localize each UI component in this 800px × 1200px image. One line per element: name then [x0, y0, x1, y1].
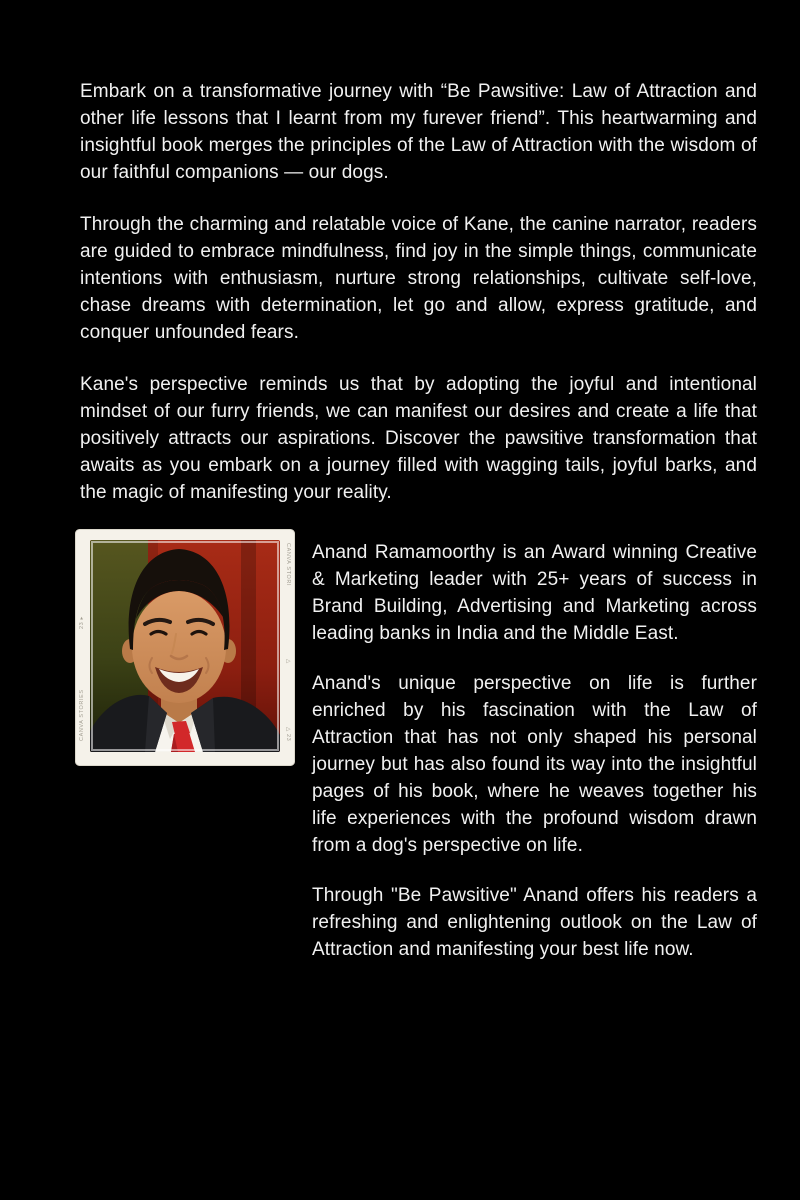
- film-mark-index-right: △ 23: [285, 727, 291, 742]
- synopsis-paragraph-2: Through the charming and relatable voice of Kane, the canine narrator, readers are guided to embrace mindfulness, find joy in the simple things, communicate intentions with enthusiasm, nurture strong relationships, cultivate self-love, chase dreams with determination, let go and allow, express gratitude, and conquer unfounded fears.: [80, 214, 757, 343]
- bio-paragraph-3: Through "Be Pawsitive" Anand offers his readers a refreshing and enlightening outlook on the Law of Attraction and manifesting your best life now.: [312, 885, 757, 960]
- film-mark-triangle-right: △: [285, 659, 291, 664]
- synopsis-paragraph-1: Embark on a transformative journey with “Be Pawsitive: Law of Attraction and other life lessons that I learnt from my furever friend”. This heartwarming and insightful book merges the principles of the Law of Attraction with the wisdom of our faithful companions — our dogs.: [80, 81, 757, 183]
- film-mark-index-left: 23 ▸: [79, 616, 85, 629]
- photo-image: [90, 540, 280, 752]
- bio-paragraph-2: Anand's unique perspective on life is further enriched by his fascination with the Law of Attraction that has not only shaped his personal journey but has also found its way into the insightful pages of his book, where he weaves together his life experiences with the profound wisdom drawn from a dog's perspective on life.: [312, 673, 757, 856]
- author-bio: [312, 529, 757, 986]
- bio-paragraph-1: Anand Ramamoorthy is an Award winning Creative & Marketing leader with 25+ years of success in Brand Building, Advertising and Marketing across leading banks in India and the Middle East.: [312, 542, 757, 644]
- author-section: [0, 529, 800, 986]
- synopsis-section: [0, 0, 800, 506]
- author-photo: [75, 529, 295, 766]
- synopsis-paragraph-3: Kane's perspective reminds us that by adopting the joyful and intentional mindset of our furry friends, we can manifest our desires and create a life that positively attracts our aspirations. Discover the pawsitive transformation that awaits as you embark on a journey filled with wagging tails, joyful barks, and the magic of manifesting your reality.: [80, 374, 757, 503]
- film-mark-brand-left: CANVA STORIES: [79, 689, 85, 741]
- film-mark-brand-right: CANVA STORI: [285, 543, 291, 587]
